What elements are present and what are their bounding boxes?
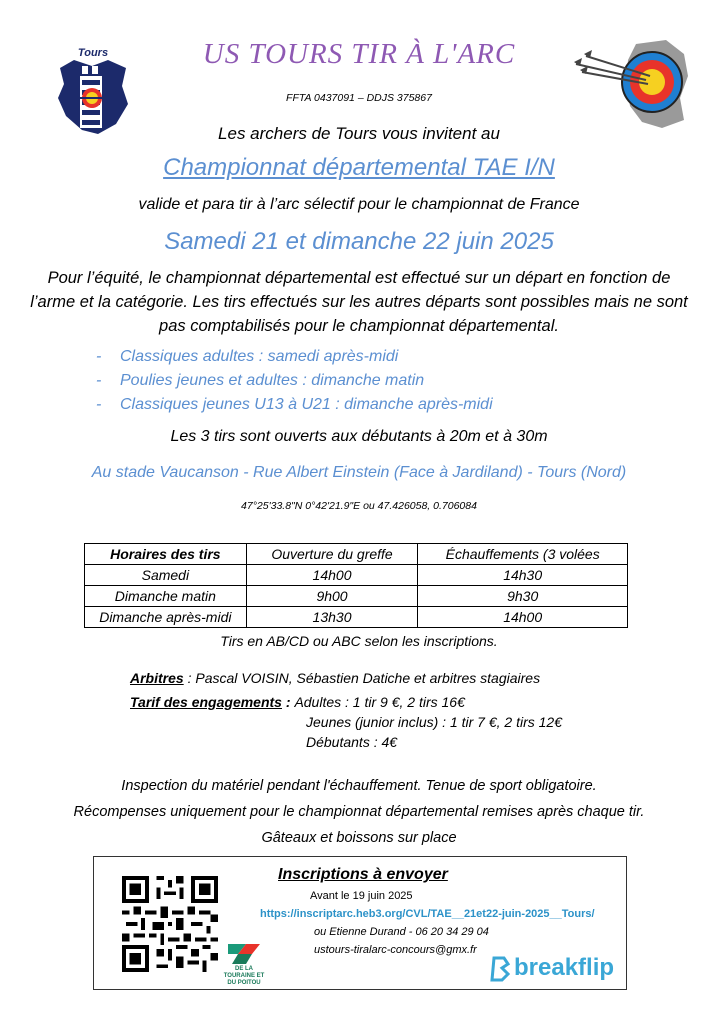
table-cell: 14h30 — [418, 565, 628, 586]
inspection-note: Inspection du matériel pendant l'échauffement. Tenue de sport obligatoire. — [121, 778, 597, 794]
bank-logo-text: DE LA TOURAINE ET DU POITOU — [223, 966, 265, 986]
registration-phone: ou Etienne Durand - 06 20 34 29 04 — [314, 926, 489, 938]
registration-link[interactable]: https://inscriptarc.heb3.org/CVL/TAE__21et22-juin-2025__Tours/ — [260, 908, 595, 920]
table-header: Horaires des tirs — [85, 544, 247, 565]
departures-list — [96, 345, 616, 417]
open-note: Les 3 tirs sont ouverts aux débutants à 20m et à 30m — [170, 428, 548, 445]
table-cell: 14h00 — [246, 565, 418, 586]
referees-names: : Pascal VOISIN, Sébastien Datiche et arbitres stagiaires — [183, 670, 541, 686]
schedule-table — [84, 543, 628, 628]
table-header: Ouverture du greffe — [246, 544, 418, 565]
rewards-note: Récompenses uniquement pour le championnat départemental remises après chaque tir. — [73, 804, 645, 820]
registration-email[interactable]: ustours-tiralarc-concours@gmx.fr — [314, 944, 477, 956]
club-logo-text: Tours — [77, 47, 109, 59]
invite-text: Les archers de Tours vous invitent au — [218, 124, 500, 143]
breakflip-logo-icon — [490, 956, 510, 982]
list-item: - Poulies jeunes et adultes : dimanche matin — [96, 372, 425, 389]
registration-title: Inscriptions à envoyer — [278, 866, 448, 883]
fees-label: Tarif des engagements — [130, 694, 282, 710]
validity-text: valide et para tir à l’arc sélectif pour le championnat de France — [138, 196, 580, 213]
refreshments-note: Gâteaux et boissons sur place — [261, 830, 457, 846]
table-cell: Samedi — [85, 565, 247, 586]
table-header-row — [85, 544, 628, 565]
venue-address: Au stade Vaucanson - Rue Albert Einstein (Face à Jardiland) - Tours (Nord) — [91, 464, 627, 481]
fee-youth: Jeunes (junior inclus) : 1 tir 7 €, 2 tirs 12€ — [306, 714, 563, 730]
fees: Tarif des engagements : Adultes : 1 tir 9 €, 2 tirs 16€ Jeunes (junior inclus) : 1 tir 7 €, 2 tirs 12€ Débutants : 4€ — [130, 694, 563, 750]
table-row — [85, 586, 628, 607]
list-item: - Classiques jeunes U13 à U21 : dimanche après-midi — [96, 396, 493, 413]
registration-deadline: Avant le 19 juin 2025 — [310, 890, 413, 902]
table-cell: Dimanche matin — [85, 586, 247, 607]
table-cell: 9h00 — [246, 586, 418, 607]
championship-title: Championnat départemental TAE I/N — [163, 154, 555, 181]
qr-code-icon[interactable] — [122, 876, 218, 972]
table-row — [85, 607, 628, 628]
table-header: Échauffements (3 volées — [418, 544, 628, 565]
affiliation-numbers: FFTA 0437091 – DDJS 375867 — [286, 92, 432, 104]
referees-label: Arbitres — [130, 670, 184, 686]
tirs-note: Tirs en AB/CD ou ABC selon les inscriptions. — [220, 633, 498, 649]
list-item: - Classiques adultes : samedi après-midi — [96, 348, 399, 365]
table-cell: 13h30 — [246, 607, 418, 628]
table-row — [85, 565, 628, 586]
club-title: US TOURS TIR À L'ARC — [202, 38, 516, 70]
table-cell: 14h00 — [418, 607, 628, 628]
fee-adults: Adultes : 1 tir 9 €, 2 tirs 16€ — [294, 694, 465, 710]
table-cell: Dimanche après-midi — [85, 607, 247, 628]
event-dates: Samedi 21 et dimanche 22 juin 2025 — [164, 228, 554, 255]
breakflip-logo-text: breakflip — [514, 954, 615, 981]
table-cell: 9h30 — [418, 586, 628, 607]
referees — [130, 670, 540, 686]
equity-paragraph: Pour l’équité, le championnat départemental est effectué sur un départ en fonction de l’arme et la catégorie. Les tirs effectués sur les autres départs sont possibles mais ne sont pas comptabilisés pour le championnat départemental. — [30, 269, 688, 335]
gps-coordinates: 47°25'33.8"N 0°42'21.9"E ou 47.426058, 0.706084 — [241, 500, 477, 512]
fee-beginners: Débutants : 4€ — [306, 734, 398, 750]
